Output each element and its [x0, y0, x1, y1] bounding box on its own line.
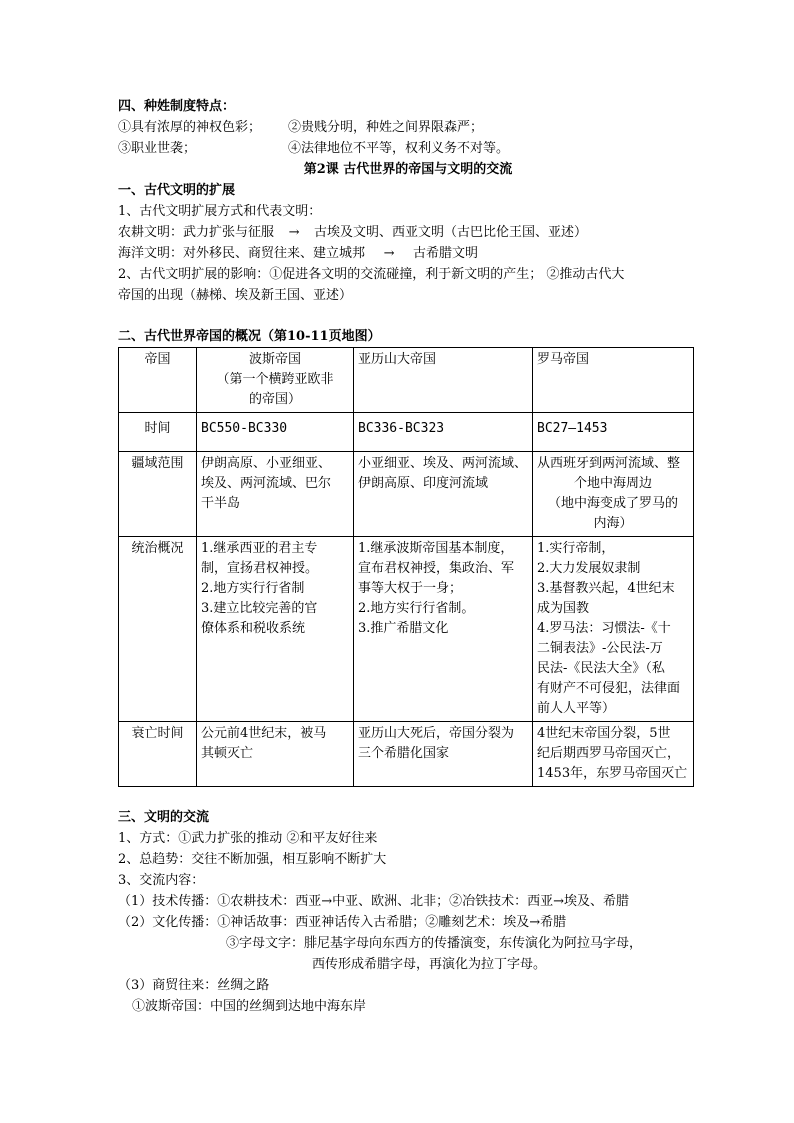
row-label: 统治概况 [119, 537, 197, 722]
part3-line2: 2、总趋势：交往不断加强，相互影响不断扩大 [118, 852, 387, 867]
cell-line: 公元前4世纪末，被马 [201, 726, 327, 741]
row-label: 帝国 [119, 348, 197, 413]
cell-line: 伊朗高原、小亚细亚、 [201, 456, 332, 471]
part3-heading: 三、文明的交流 [118, 810, 210, 825]
cell-line: 3.基督教兴起，4世纪末 [537, 581, 675, 596]
rome-header: 罗马帝国 [533, 348, 694, 413]
part3-line5: （2）文化传播：①神话故事：西亚神话传入古希腊；②雕刻艺术：埃及→希腊 [118, 915, 567, 930]
part1-line2 [118, 222, 698, 243]
row-label: 衰亡时间 [119, 722, 197, 787]
cell-line: 宣布君权神授，集政治、军 [358, 561, 515, 576]
persia-note: （第一个横跨亚欧非 [216, 372, 334, 387]
cell-line: 3.建立比较完善的官 [201, 601, 318, 616]
cell-line: 其顿灭亡 [201, 746, 254, 761]
section4-item2: ②贵贱分明，种姓之间界限森严； [288, 120, 484, 135]
part3-line1: 1、方式：①武力扩张的推动 ②和平友好往来 [118, 831, 378, 846]
cell-line: 2.地方实行行省制。 [358, 601, 475, 616]
section4-row1 [118, 117, 698, 138]
farming-civ-examples: 古埃及文明、西亚文明（古巴比伦王国、亚述） [314, 225, 588, 240]
table-cell [533, 452, 694, 537]
cell-line: 事等大权于一身； [358, 581, 463, 596]
cell-line: 埃及、两河流域、巴尔 [201, 476, 332, 491]
part3-line7: 西传形成希腊字母，再演化为拉丁字母。 [312, 957, 547, 972]
cell-line: 3.推广希腊文化 [358, 621, 449, 636]
table-row [119, 413, 694, 452]
cell-line: 1.继承西亚的君主专 [201, 541, 318, 556]
part1-line1: 1、古代文明扩展方式和代表文明： [118, 204, 322, 219]
section4-item1: ①具有浓厚的神权色彩； [118, 120, 262, 135]
cell-line: 有财产不可侵犯，法律面 [537, 681, 681, 696]
table-cell [197, 722, 354, 787]
empire-table [118, 347, 694, 787]
ocean-civ-example: 古希腊文明 [413, 246, 479, 261]
cell-line: 2.大力发展奴隶制 [537, 561, 641, 576]
arrow-icon: → [383, 246, 395, 261]
table-cell: BC27—1453 [533, 413, 694, 452]
part3-line4: （1）技术传播：①农耕技术：西亚→中亚、欧洲、北非；②冶铁技术：西亚→埃及、希腊 [118, 894, 630, 909]
cell-line: 内海） [593, 516, 633, 531]
cell-line: 成为国教 [537, 601, 590, 616]
cell-line: 二铜表法》-公民法-万 [537, 641, 663, 656]
table-cell [197, 537, 354, 722]
cell-line: 4.罗马法：习惯法-《十 [537, 621, 671, 636]
part3-line9: ①波斯帝国：中国的丝绸到达地中海东岸 [132, 999, 367, 1014]
arrow-icon: → [288, 225, 300, 240]
table-cell: BC550-BC330 [197, 413, 354, 452]
cell-line: 三个希腊化国家 [358, 746, 450, 761]
section4-item3: ③职业世袭； [118, 141, 197, 156]
table-cell [533, 537, 694, 722]
farming-civ-method: 农耕文明：武力扩张与征服 [118, 225, 275, 240]
cell-line: 民法-《民法大全》（私 [537, 661, 665, 676]
cell-line: 从西班牙到两河流域、整 [537, 456, 681, 471]
persia-header [197, 348, 354, 413]
document-page [118, 96, 698, 1017]
persia-name: 波斯帝国 [248, 352, 301, 367]
section4-item4: ④法律地位不平等，权利义务不对等。 [288, 141, 510, 156]
cell-line: 伊朗高原、印度河流域 [358, 476, 489, 491]
table-cell [533, 722, 694, 787]
part3-line3: 3、交流内容： [118, 873, 205, 888]
persia-note: 的帝国） [248, 392, 301, 407]
part1-heading: 一、古代文明的扩展 [118, 183, 236, 198]
cell-line: 1.实行帝制， [537, 541, 615, 556]
row-label: 疆域范围 [119, 452, 197, 537]
cell-line: 1453年，东罗马帝国灭亡 [537, 766, 688, 781]
ocean-civ-method: 海洋文明：对外移民、商贸往来、建立城邦 [118, 246, 366, 261]
row-label: 时间 [119, 413, 197, 452]
table-cell [354, 452, 533, 537]
cell-line: 亚历山大死后，帝国分裂为 [358, 726, 515, 741]
cell-line: 4世纪末帝国分裂，5世 [537, 726, 671, 741]
section4-row2 [118, 138, 698, 159]
part3-line8: （3）商贸往来：丝绸之路 [118, 978, 270, 993]
table-cell [197, 452, 354, 537]
cell-line: 小亚细亚、埃及、两河流域、 [358, 456, 528, 471]
part2-heading: 二、古代世界帝国的概况（第10-11页地图） [118, 329, 381, 344]
part1-line5: 帝国的出现（赫梯、埃及新王国、亚述） [118, 288, 353, 303]
cell-line: 2.地方实行行省制 [201, 581, 305, 596]
part1-line4: 2、古代文明扩展的影响：①促进各文明的交流碰撞，利于新文明的产生； ②推动古代大 [118, 267, 625, 282]
cell-line: 前人人平等） [537, 701, 616, 716]
table-row [119, 537, 694, 722]
part3-line6: ③字母文字：腓尼基字母向东西方的传播演变，东传演化为阿拉马字母， [226, 936, 643, 951]
cell-line: 纪后期西罗马帝国灭亡， [537, 746, 681, 761]
table-row [119, 348, 694, 413]
cell-line: 僚体系和税收系统 [201, 621, 306, 636]
table-row [119, 722, 694, 787]
cell-line: 1.继承波斯帝国基本制度， [358, 541, 514, 556]
cell-line: 干半岛 [201, 496, 241, 511]
table-row [119, 452, 694, 537]
table-cell [354, 722, 533, 787]
part1-line3 [118, 243, 698, 264]
alexander-header: 亚历山大帝国 [354, 348, 533, 413]
cell-line: 制，宣扬君权神授。 [201, 561, 319, 576]
cell-line: （地中海变成了罗马的 [547, 496, 678, 511]
lesson-title: 第2课 古代世界的帝国与文明的交流 [303, 162, 513, 177]
table-cell [354, 537, 533, 722]
section4-heading: 四、种姓制度特点： [118, 99, 236, 114]
cell-line: 个地中海周边 [573, 476, 652, 491]
table-cell: BC336-BC323 [354, 413, 533, 452]
